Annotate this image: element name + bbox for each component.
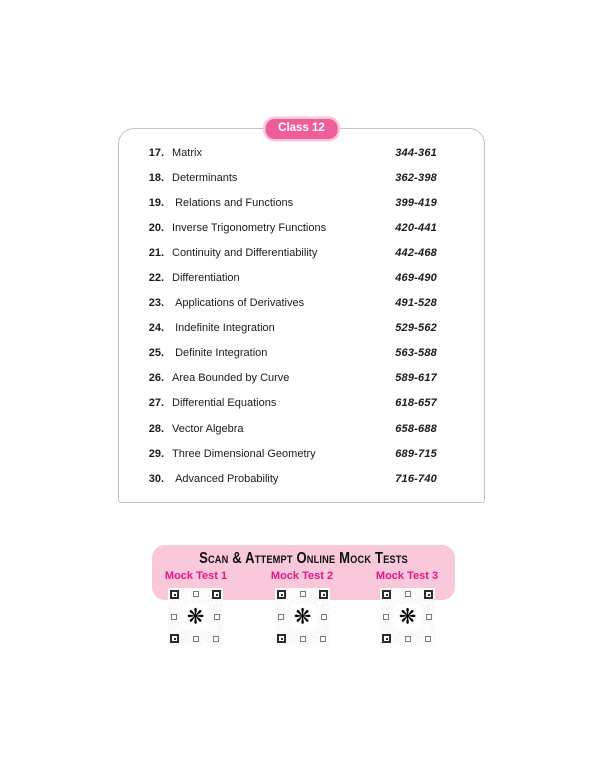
qr-finder-icon bbox=[277, 590, 286, 599]
chapter-pages: 689-715 bbox=[395, 447, 437, 460]
qr-alignment-icon bbox=[300, 591, 306, 597]
chapter-list bbox=[119, 140, 484, 491]
chapter-number: 20. bbox=[148, 221, 164, 234]
chapter-title: Indefinite Integration bbox=[172, 322, 275, 335]
chapter-title: Area Bounded by Curve bbox=[172, 372, 290, 385]
chapter-row bbox=[119, 240, 484, 265]
chapter-number: 19. bbox=[148, 196, 164, 209]
chapter-number: 22. bbox=[148, 272, 164, 285]
chapter-title: Definite Integration bbox=[172, 347, 268, 360]
qr-code-mock-test-3 bbox=[380, 588, 435, 645]
qr-alignment-icon bbox=[321, 614, 327, 620]
chapter-title: Vector Algebra bbox=[172, 422, 244, 435]
chapter-number: 17. bbox=[148, 146, 164, 159]
qr-alignment-icon bbox=[383, 614, 389, 620]
qr-alignment-icon bbox=[320, 636, 326, 642]
qr-flower-icon: ❋ bbox=[289, 603, 316, 630]
mock-test-2-label: Mock Test 2 bbox=[270, 570, 334, 582]
qr-alignment-icon bbox=[193, 591, 199, 597]
chapter-title: Continuity and Differentiability bbox=[172, 246, 318, 259]
chapter-pages: 529-562 bbox=[395, 322, 437, 335]
chapter-pages: 399-419 bbox=[395, 196, 437, 209]
chapter-pages: 442-468 bbox=[395, 246, 437, 259]
qr-alignment-icon bbox=[213, 636, 219, 642]
chapter-row bbox=[119, 140, 484, 165]
qr-finder-icon bbox=[212, 590, 221, 599]
chapter-pages: 344-361 bbox=[395, 146, 437, 159]
qr-alignment-icon bbox=[214, 614, 220, 620]
table-of-contents-card bbox=[118, 122, 485, 503]
qr-alignment-icon bbox=[425, 636, 431, 642]
qr-alignment-icon bbox=[300, 636, 306, 642]
chapter-pages: 589-617 bbox=[395, 372, 437, 385]
chapter-pages: 716-740 bbox=[395, 472, 437, 485]
qr-finder-icon bbox=[277, 634, 286, 643]
qr-flower-icon: ❋ bbox=[394, 603, 421, 630]
chapter-pages: 420-441 bbox=[395, 221, 437, 234]
chapter-title: Relations and Functions bbox=[172, 196, 294, 209]
chapter-row bbox=[119, 215, 484, 240]
chapter-title: Three Dimensional Geometry bbox=[172, 447, 316, 460]
chapter-title: Inverse Trigonometry Functions bbox=[172, 221, 327, 234]
chapter-number: 30. bbox=[148, 472, 164, 485]
chapter-number: 21. bbox=[148, 246, 164, 259]
chapter-title: Applications of Derivatives bbox=[172, 297, 305, 310]
chapter-row bbox=[119, 341, 484, 366]
qr-code-mock-test-2 bbox=[275, 588, 330, 645]
qr-alignment-icon bbox=[278, 614, 284, 620]
qr-finder-icon bbox=[382, 634, 391, 643]
qr-finder-icon bbox=[424, 590, 433, 599]
mock-tests-title: Scan & Attempt Online Mock Tests bbox=[199, 550, 408, 567]
chapter-row bbox=[119, 366, 484, 391]
chapter-title: Determinants bbox=[172, 171, 238, 184]
chapter-number: 26. bbox=[148, 372, 164, 385]
qr-finder-icon bbox=[319, 590, 328, 599]
chapter-pages: 618-657 bbox=[395, 397, 437, 410]
qr-alignment-icon bbox=[426, 614, 432, 620]
chapter-title: Matrix bbox=[172, 146, 202, 159]
chapter-number: 23. bbox=[148, 297, 164, 310]
chapter-row bbox=[119, 466, 484, 491]
chapter-row bbox=[119, 291, 484, 316]
chapter-pages: 491-528 bbox=[395, 297, 437, 310]
qr-alignment-icon bbox=[405, 591, 411, 597]
qr-alignment-icon bbox=[405, 636, 411, 642]
chapter-number: 18. bbox=[148, 171, 164, 184]
chapter-row bbox=[119, 416, 484, 441]
chapter-row bbox=[119, 441, 484, 466]
qr-finder-icon bbox=[170, 590, 179, 599]
chapter-number: 25. bbox=[148, 347, 164, 360]
chapter-pages: 658-688 bbox=[395, 422, 437, 435]
qr-alignment-icon bbox=[171, 614, 177, 620]
chapter-row bbox=[119, 165, 484, 190]
chapter-title: Differentiation bbox=[172, 272, 240, 285]
mock-test-3-label: Mock Test 3 bbox=[375, 570, 439, 582]
chapter-pages: 563-588 bbox=[395, 347, 437, 360]
chapter-row bbox=[119, 265, 484, 290]
chapter-number: 24. bbox=[148, 322, 164, 335]
chapter-title: Advanced Probability bbox=[172, 472, 279, 485]
qr-finder-icon bbox=[382, 590, 391, 599]
chapter-number: 28. bbox=[148, 422, 164, 435]
qr-code-mock-test-1 bbox=[168, 588, 223, 645]
mock-test-1-label: Mock Test 1 bbox=[164, 570, 228, 582]
chapter-row bbox=[119, 391, 484, 416]
class-tab-label: Class 12 bbox=[278, 122, 325, 134]
chapter-pages: 469-490 bbox=[395, 272, 437, 285]
class-12-tab bbox=[265, 119, 338, 139]
chapter-row bbox=[119, 190, 484, 215]
chapter-number: 29. bbox=[148, 447, 164, 460]
qr-flower-icon: ❋ bbox=[182, 603, 209, 630]
qr-alignment-icon bbox=[193, 636, 199, 642]
chapter-number: 27. bbox=[148, 397, 164, 410]
qr-finder-icon bbox=[170, 634, 179, 643]
chapter-row bbox=[119, 316, 484, 341]
chapter-pages: 362-398 bbox=[395, 171, 437, 184]
chapter-title: Differential Equations bbox=[172, 397, 277, 410]
